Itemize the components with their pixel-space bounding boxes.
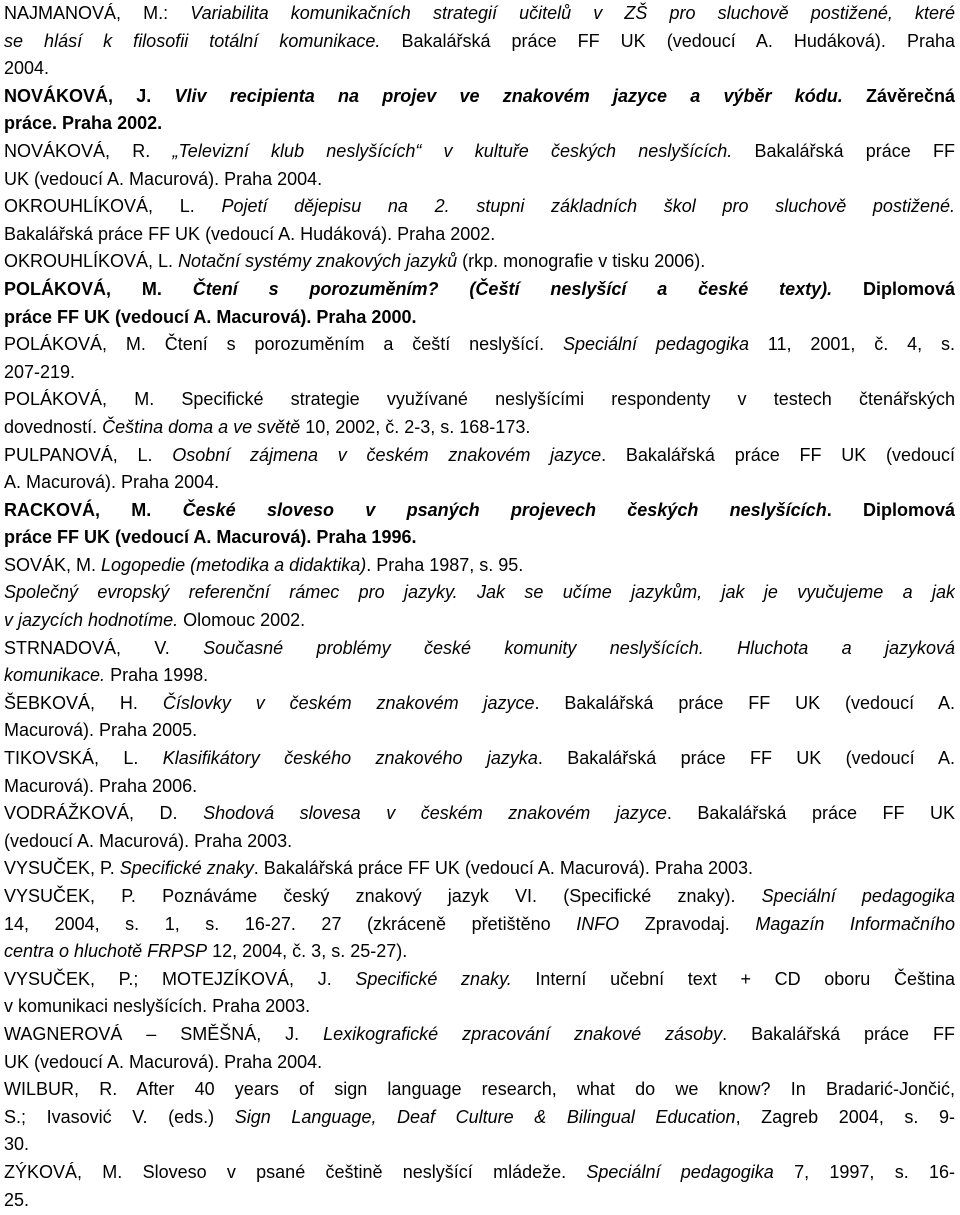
entry-line [4, 828, 955, 856]
citation-text: VYSUČEK, P. Poznáváme český znakový jazyk VI. (Specifické znaky). [4, 886, 762, 906]
citation-text: dovedností. [4, 416, 103, 437]
entry-line [4, 1187, 955, 1215]
entry-line [4, 193, 955, 221]
citation-text: Notační systémy znakových jazyků [178, 251, 458, 272]
bibliography-entry [4, 635, 955, 690]
entry-line [4, 773, 955, 801]
citation-text: ŠEBKOVÁ, H. [4, 692, 163, 713]
bibliography-entry [4, 497, 955, 552]
citation-text: . Bakalářská práce FF UK (vedoucí A. [534, 692, 955, 713]
entry-line [4, 552, 955, 580]
citation-text: Specifické znaky [119, 858, 254, 879]
citation-text: UK (vedoucí A. Macurová). Praha 2004. [4, 1051, 323, 1072]
entry-line [4, 1131, 955, 1159]
entry-line [4, 662, 955, 690]
entry-line [4, 442, 955, 470]
citation-text: NOVÁKOVÁ, J. [4, 85, 175, 106]
citation-text: OKROUHLÍKOVÁ, L. [4, 251, 179, 272]
citation-text: 14, 2004, s. 1, s. 16-27. 27 (zkráceně přetištěno [4, 913, 577, 934]
bibliography-entry [4, 745, 955, 800]
bibliography-entry [4, 883, 955, 966]
bibliography-entry [4, 1076, 955, 1159]
citation-text: Macurová). Praha 2006. [4, 775, 198, 796]
entry-line [4, 1021, 955, 1049]
citation-text: NAJMANOVÁ, M.: [4, 3, 191, 23]
entry-line [4, 579, 955, 607]
bibliography-entry [4, 193, 955, 248]
bibliography-entry [4, 855, 955, 883]
bibliography-entry [4, 800, 955, 855]
citation-text: OKROUHLÍKOVÁ, L. [4, 196, 222, 217]
entry-line [4, 386, 955, 414]
citation-text: Bakalářská práce FF UK (vedoucí A. Hudáková). Praha [380, 30, 955, 51]
citation-text: 11, 2001, č. 4, s. [749, 334, 955, 355]
entry-line [4, 221, 955, 249]
citation-text: Čeština doma a ve světě [102, 416, 301, 437]
entry-line [4, 1104, 955, 1132]
entry-line [4, 414, 955, 442]
entry-line [4, 331, 955, 359]
citation-text: 12, 2004, č. 3, s. 25-27). [207, 941, 408, 962]
bibliography-entry [4, 442, 955, 497]
entry-line [4, 717, 955, 745]
citation-text: 7, 1997, s. 16- [773, 1161, 955, 1182]
entry-line [4, 635, 955, 663]
entry-line [4, 883, 955, 911]
bibliography-entry [4, 83, 955, 138]
entry-line [4, 138, 955, 166]
citation-text: Pojetí dějepisu na 2. stupni základních škol pro sluchově postižené. [221, 196, 955, 217]
citation-text: VYSUČEK, P. [4, 858, 120, 879]
citation-text: v komunikaci neslyšících. Praha 2003. [4, 996, 311, 1017]
citation-text: Diplomová [832, 278, 955, 299]
entry-line [4, 28, 955, 56]
entry-line [4, 911, 955, 939]
citation-text: České sloveso v psaných projevech českých neslyšících [182, 499, 827, 520]
entry-line [4, 469, 955, 497]
citation-text: Lexikografické zpracování znakové zásoby [323, 1023, 723, 1044]
citation-text: S.; Ivasović V. (eds.) [4, 1106, 235, 1127]
citation-text: WAGNEROVÁ – SMĚŠNÁ, J. [4, 1023, 324, 1044]
citation-text: práce FF UK (vedoucí A. Macurová). Praha 2000. [4, 306, 417, 327]
bibliography-entry [4, 552, 955, 580]
entry-line [4, 497, 955, 525]
citation-text: komunikace. [4, 665, 106, 686]
entry-line [4, 304, 955, 332]
citation-text: NOVÁKOVÁ, R. [4, 140, 173, 161]
citation-text: . Bakalářská práce FF UK (vedoucí [601, 444, 955, 465]
citation-text: Bakalářská práce FF UK (vedoucí A. Hudáková). Praha 2002. [4, 223, 496, 244]
entry-line [4, 607, 955, 635]
entry-line [4, 690, 955, 718]
citation-text: práce FF UK (vedoucí A. Macurová). Praha 1996. [4, 527, 417, 548]
citation-text: . Bakalářská práce FF UK (vedoucí A. [537, 748, 955, 769]
entry-line [4, 1049, 955, 1077]
bibliography-entry [4, 276, 955, 331]
citation-text: Závěrečná [842, 85, 955, 106]
citation-text: . Bakalářská práce FF [722, 1023, 955, 1044]
entry-line [4, 745, 955, 773]
citation-text: „Televizní klub neslyšících“ v kultuře českých neslyšících. [172, 140, 733, 161]
citation-text: Logopedie (metodika a didaktika) [101, 554, 367, 575]
entry-line [4, 83, 955, 111]
citation-text: Macurová). Praha 2005. [4, 720, 198, 741]
entry-line [4, 248, 955, 276]
entry-line [4, 276, 955, 304]
entry-line [4, 359, 955, 387]
entry-line [4, 938, 955, 966]
entry-line [4, 855, 955, 883]
bibliography-entry [4, 579, 955, 634]
bibliography-entry [4, 386, 955, 441]
citation-text: WILBUR, R. After 40 years of sign language research, what do we know? In Bradarić-Jončić, [4, 1079, 955, 1100]
bibliography-entry [4, 331, 955, 386]
citation-text: , Zagreb 2004, s. 9- [735, 1106, 955, 1127]
citation-text: (vedoucí A. Macurová). Praha 2003. [4, 830, 293, 851]
citation-text: Speciální pedagogika [586, 1161, 774, 1182]
citation-text: . Bakalářská práce FF UK [666, 803, 955, 824]
citation-text: Speciální pedagogika [563, 334, 749, 355]
citation-text: Současné problémy české komunity neslyšících. Hluchota a jazyková [203, 637, 955, 658]
citation-text: Osobní zájmena v českém znakovém jazyce [172, 444, 602, 465]
bibliography-entry [4, 248, 955, 276]
bibliography-entry [4, 1021, 955, 1076]
entry-line [4, 993, 955, 1021]
citation-text: POLÁKOVÁ, M. [4, 278, 193, 299]
citation-text: RACKOVÁ, M. [4, 499, 183, 520]
entry-line [4, 1159, 955, 1187]
citation-text: . Praha 1987, s. 95. [366, 554, 524, 575]
bibliography-entry [4, 690, 955, 745]
citation-text: SOVÁK, M. [4, 554, 102, 575]
citation-text: POLÁKOVÁ, M. Specifické strategie využívané neslyšícími respondenty v testech čtenářských [4, 389, 955, 410]
citation-text: 25. [4, 1189, 30, 1210]
citation-text: ZÝKOVÁ, M. Sloveso v psané češtině neslyšící mládeže. [4, 1161, 587, 1182]
citation-text: Číslovky v českém znakovém jazyce [162, 692, 535, 713]
entry-line [4, 524, 955, 552]
citation-text: práce. Praha 2002. [4, 113, 163, 134]
citation-text: centra o hluchotě FRPSP [4, 941, 208, 962]
citation-text: STRNADOVÁ, V. [4, 637, 204, 658]
entry-line [4, 1076, 955, 1104]
entry-line [4, 0, 955, 28]
entry-line [4, 966, 955, 994]
entry-line [4, 800, 955, 828]
citation-text: Shodová slovesa v českém znakovém jazyce [203, 803, 667, 824]
citation-text: POLÁKOVÁ, M. Čtení s porozuměním a čeští neslyšící. [4, 334, 563, 355]
citation-text: A. Macurová). Praha 2004. [4, 472, 220, 493]
bibliography-entry [4, 1159, 955, 1214]
bibliography-entry [4, 966, 955, 1021]
citation-text: 10, 2002, č. 2-3, s. 168-173. [300, 416, 531, 437]
citation-text: 207-219. [4, 361, 76, 382]
citation-text: Bakalářská práce FF [732, 140, 955, 161]
bibliography-entry [4, 138, 955, 193]
citation-text: Specifické znaky. [355, 968, 512, 989]
citation-text: Praha 1998. [105, 665, 209, 686]
citation-text: VYSUČEK, P.; MOTEJZÍKOVÁ, J. [4, 968, 356, 989]
citation-text: 2004. [4, 58, 50, 79]
entry-line [4, 55, 955, 83]
citation-text: Interní učební text + CD oboru Čeština [511, 968, 955, 989]
citation-text: Speciální pedagogika [761, 886, 955, 906]
citation-text: v jazycích hodnotíme. [4, 610, 179, 631]
citation-text: . Bakalářská práce FF UK (vedoucí A. Macurová). Praha 2003. [253, 858, 754, 879]
citation-text: Vliv recipienta na projev ve znakovém jazyce a výběr kódu. [174, 85, 843, 106]
citation-text: (rkp. monografie v tisku 2006). [457, 251, 706, 272]
citation-text: Variabilita komunikačních strategií učitelů v ZŠ pro sluchově postižené, které [190, 3, 955, 23]
citation-text: Olomouc 2002. [178, 610, 306, 631]
citation-text: TIKOVSKÁ, L. [4, 748, 163, 769]
citation-text: VODRÁŽKOVÁ, D. [4, 803, 204, 824]
citation-text: Společný evropský referenční rámec pro jazyky. Jak se učíme jazykům, jak je vyučujeme a jak [4, 582, 955, 603]
citation-text: UK (vedoucí A. Macurová). Praha 2004. [4, 168, 323, 189]
citation-text: PULPANOVÁ, L. [4, 444, 173, 465]
citation-text: Zpravodaj. [619, 913, 756, 934]
citation-text: Čtení s porozuměním? (Čeští neslyšící a české texty). [192, 278, 833, 299]
bibliography-entry [4, 0, 955, 83]
entry-line [4, 110, 955, 138]
citation-text: . Diplomová [826, 499, 955, 520]
citation-text: Sign Language, Deaf Culture & Bilingual Education [234, 1106, 736, 1127]
citation-text: 30. [4, 1134, 30, 1155]
citation-text: Klasifikátory českého znakového jazyka [162, 748, 538, 769]
citation-text: se hlásí k filosofii totální komunikace. [4, 30, 381, 51]
citation-text: Magazín Informačního [755, 913, 955, 934]
bibliography-page [4, 0, 955, 1215]
entry-line [4, 166, 955, 194]
citation-text: INFO [576, 913, 620, 934]
